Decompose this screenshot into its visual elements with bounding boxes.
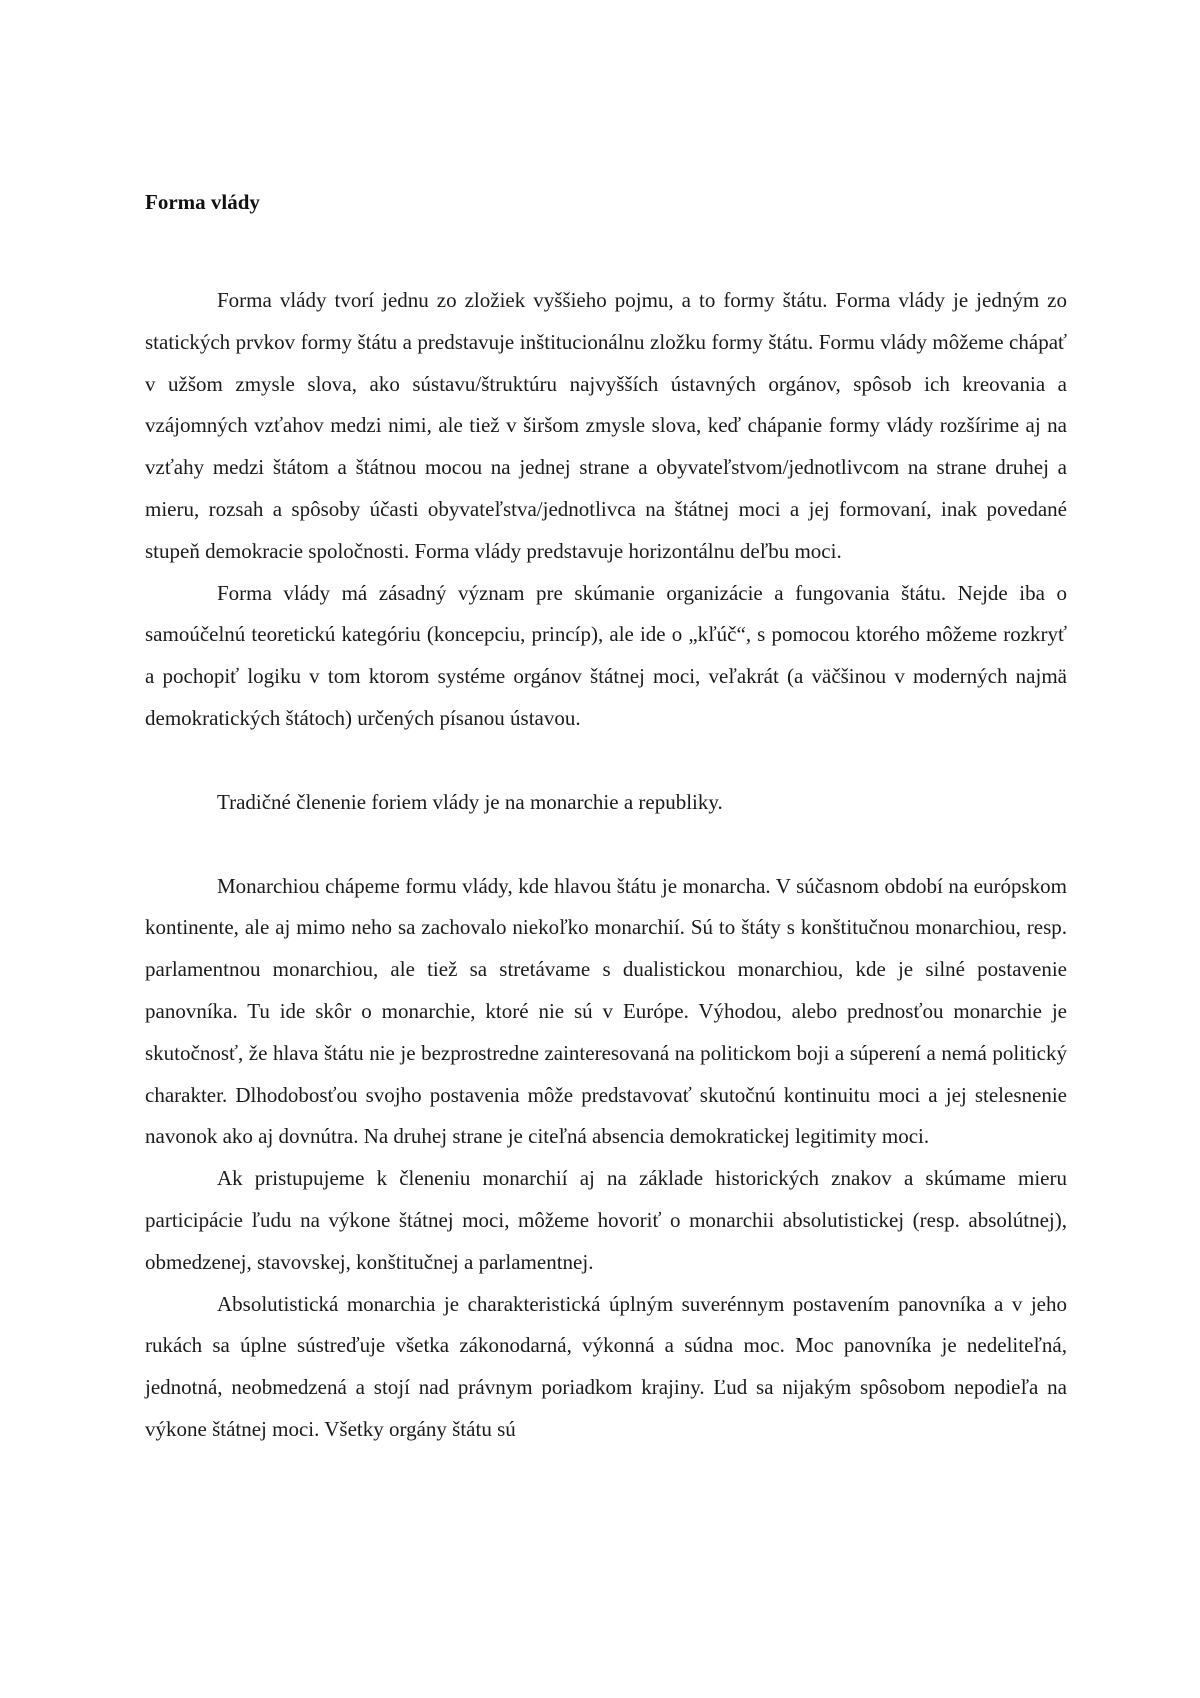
paragraph-monarchy-types: Ak pristupujeme k členeniu monarchií aj na základe historických znakov a skúmame mieru participácie ľudu na výkone štátnej moci, môžeme hovoriť o monarchii absolutistickej (resp. absolútnej), obmedzenej, stavovskej, konštitučnej a parlamentnej. [145, 1166, 1067, 1274]
spacer [145, 740, 1067, 782]
paragraph-classification: Tradičné členenie foriem vlády je na monarchie a republiky. [217, 789, 723, 814]
spacer [145, 824, 1067, 866]
document-title: Forma vlády [145, 190, 260, 214]
document-body [145, 183, 1067, 1451]
paragraph-significance: Forma vlády má zásadný význam pre skúmanie organizácie a fungovania štátu. Nejde iba o samoúčelnú teoretickú kategóriu (koncepciu, princíp), ale ide o „kľúč“, s pomocou ktorého môžeme rozkryť a pochopiť logiku v tom ktorom systéme orgánov štátnej moci, veľakrát (a väčšinou v moderných najmä demokratických štátoch) určených písanou ústavou. [145, 580, 1067, 730]
paragraph-monarchy: Monarchiou chápeme formu vlády, kde hlavou štátu je monarcha. V súčasnom období na európskom kontinente, ale aj mimo neho sa zachovalo niekoľko monarchií. Sú to štáty s konštitučnou monarchiou, resp. parlamentnou monarchiou, ale tiež sa stretávame s dualistickou monarchiou, kde je silné postavenie panovníka. Tu ide skôr o monarchie, ktoré nie sú v Európe. Výhodou, alebo prednosťou monarchie je skutočnosť, že hlava štátu nie je bezprostredne zainteresovaná na politickom boji a súperení a nemá politický charakter. Dlhodobosťou svojho postavenia môže predstavovať skutočnú kontinuitu moci a jej stelesnenie navonok ako aj dovnútra. Na druhej strane je citeľná absencia demokratickej legitimity moci. [145, 873, 1067, 1149]
spacer [145, 225, 1067, 280]
paragraph-absolute-monarchy: Absolutistická monarchia je charakteristická úplným suverénnym postavením panovníka a v jeho rukách sa úplne sústreďuje všetka zákonodarná, výkonná a súdna moc. Moc panovníka je nedeliteľná, jednotná, neobmedzená a stojí nad právnym poriadkom krajiny. Ľud sa nijakým spôsobom nepodieľa na výkone štátnej moci. Všetky orgány štátu sú [145, 1291, 1067, 1441]
paragraph-intro: Forma vlády tvorí jednu zo zložiek vyššieho pojmu, a to formy štátu. Forma vlády je jedným zo statických prvkov formy štátu a predstavuje inštitucionálnu zložku formy štátu. Formu vlády môžeme chápať v užšom zmysle slova, ako sústavu/štruktúru najvyšších ústavných orgánov, spôsob ich kreovania a vzájomných vzťahov medzi nimi, ale tiež v širšom zmysle slova, keď chápanie formy vlády rozšírime aj na vzťahy medzi štátom a štátnou mocou na jednej strane a obyvateľstvom/jednotlivcom na strane druhej a mieru, rozsah a spôsoby účasti obyvateľstva/jednotlivca na štátnej moci a jej formovaní, inak povedané stupeň demokracie spoločnosti. Forma vlády predstavuje horizontálnu deľbu moci. [145, 288, 1067, 563]
